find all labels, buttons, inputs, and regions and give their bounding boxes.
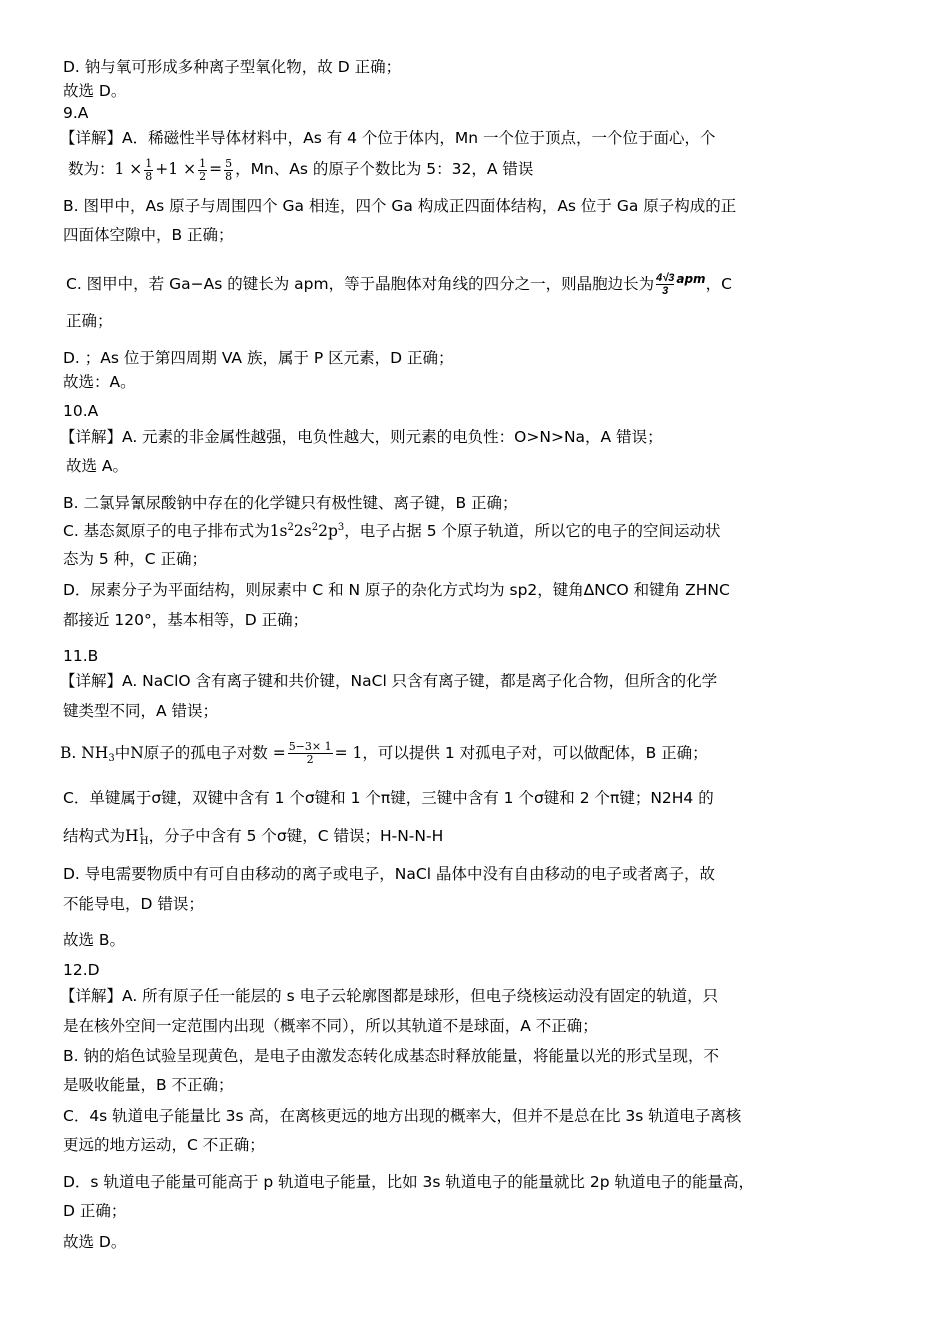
q11-answer: 故选 B。	[63, 931, 126, 949]
q8-option-d: D. 钠与氧可形成多种离子型氧化物，故 D 正确；	[63, 58, 402, 76]
q9-calc-lead: 数为：	[68, 160, 115, 178]
q9-calc-tail: ，Mn、As 的原子个数比为 5：32，A 错误	[235, 160, 534, 178]
q12-option-d-line2: D 正确；	[63, 1202, 127, 1220]
q10-electron-config: $1s^22s^22p^3$	[269, 522, 345, 540]
q11-structural-formula: $H^1_H$	[125, 827, 149, 847]
q10-option-d-line1: D．尿素分子为平面结构，则尿素中 C 和 N 原子的杂化方式均为 sp2，键角∆NCO 和键角 ZHNC	[63, 581, 730, 599]
q11-number: 11.B	[63, 647, 99, 665]
q11-option-d-line2: 不能导电，D 错误；	[63, 895, 204, 913]
q12-number: 12.D	[63, 961, 100, 979]
q12-option-a-line1: 【详解】A. 所有原子任一能层的 s 电子云轮廓图都是球形，但电子绕核运动没有固定的轨道，只	[60, 987, 719, 1005]
q12-option-b-line1: B. 钠的焰色试验呈现黄色，是电子由激发态转化成基态时释放能量，将能量以光的形式呈现，不	[63, 1047, 719, 1065]
q9-option-c-line1: C. 图甲中，若 Ga−As 的键长为 apm，等于晶胞体对角线的四分之一，则晶胞边长为 $\frac{4√3}{3}$ $^{apm}$，C	[66, 272, 732, 297]
q9-answer: 故选：A。	[63, 373, 136, 391]
q9-option-d: D. ；As 位于第四周期 VA 族，属于 P 区元素，D 正确；	[63, 349, 454, 367]
q11-option-a-line1: 【详解】A. NaClO 含有离子键和共价键，NaCl 只含有离子键，都是离子化合物，但所含的化学	[60, 672, 718, 690]
q9-option-b-line2: 四面体空隙中，B 正确；	[63, 226, 234, 244]
q9-option-b-line1: B. 图甲中，As 原子与周围四个 Ga 相连，四个 Ga 构成正四面体结构，As 位于 Ga 原子构成的正	[63, 197, 737, 215]
q11-option-b: B. $NH_3$中N原子的孤电子对数 = $\frac{5-3\times 1}{2}$ = 1，可以提供 1 对孤电子对，可以做配体，B 正确；	[60, 740, 708, 766]
q12-option-b-line2: 是吸收能量，B 不正确；	[63, 1076, 234, 1094]
q10-number: 10.A	[63, 402, 99, 420]
q10-option-c-line2: 态为 5 种，C 正确；	[63, 550, 207, 568]
q11-lone-pair-fraction: $\frac{5-3\times 1}{2}$	[288, 740, 332, 766]
q9-calc-formula: 1 × $\frac{1}{8}$ +1 × $\frac{1}{2}$ = $\frac{5}{8}$	[114, 156, 233, 183]
q12-option-d-line1: D．s 轨道电子能量可能高于 p 轨道电子能量，比如 3s 轨道电子的能量就比 2p 轨道电子的能量高，	[63, 1173, 754, 1191]
q10-option-a: 【详解】A. 元素的非金属性越强，电负性越大，则元素的电负性：O>N>Na，A 错误；	[60, 428, 663, 446]
q9-option-a-line2	[68, 155, 533, 183]
q9-option-c-line2: 正确；	[66, 312, 113, 330]
q11-option-a-line2: 键类型不同，A 错误；	[63, 702, 219, 720]
q12-option-c-line1: C．4s 轨道电子能量比 3s 高，在离核更远的地方出现的概率大，但并不是总在比 3s 轨道电子离核	[63, 1107, 742, 1125]
q11-option-c-line2: 结构式为$H^1_H$，分子中含有 5 个σ键，C 错误；H-N-N-H	[63, 827, 444, 847]
q10-option-d-line2: 都接近 120°，基本相等，D 正确；	[63, 611, 309, 629]
q11-option-c-line1: C．单键属于σ键，双键中含有 1 个σ键和 1 个π键，三键中含有 1 个σ键和 2 个π键；N2H4 的	[63, 789, 714, 807]
q9-option-a-line1: 【详解】A．稀磁性半导体材料中，As 有 4 个位于体内，Mn 一个位于顶点，一个位于面心，个	[60, 129, 716, 147]
q10-option-b: B. 二氯异氰尿酸钠中存在的化学键只有极性键、离子键，B 正确；	[63, 494, 518, 512]
q11-option-d-line1: D. 导电需要物质中有可自由移动的离子或电子，NaCl 晶体中没有自由移动的电子或者离子，故	[63, 865, 715, 883]
q12-answer: 故选 D。	[63, 1233, 127, 1251]
q12-option-a-line2: 是在核外空间一定范围内出现（概率不同），所以其轨道不是球面，A 不正确；	[63, 1017, 598, 1035]
q9-edge-length-formula: $\frac{4√3}{3}$	[656, 272, 675, 297]
q10-answer: 故选 A。	[66, 457, 129, 475]
q8-answer: 故选 D。	[63, 82, 127, 100]
q9-number: 9.A	[63, 104, 89, 122]
q10-option-c-line1: C. 基态氮原子的电子排布式为$1s^22s^22p^3$，电子占据 5 个原子轨道，所以它的电子的空间运动状	[63, 522, 721, 540]
q12-option-c-line2: 更远的地方运动，C 不正确；	[63, 1136, 265, 1154]
